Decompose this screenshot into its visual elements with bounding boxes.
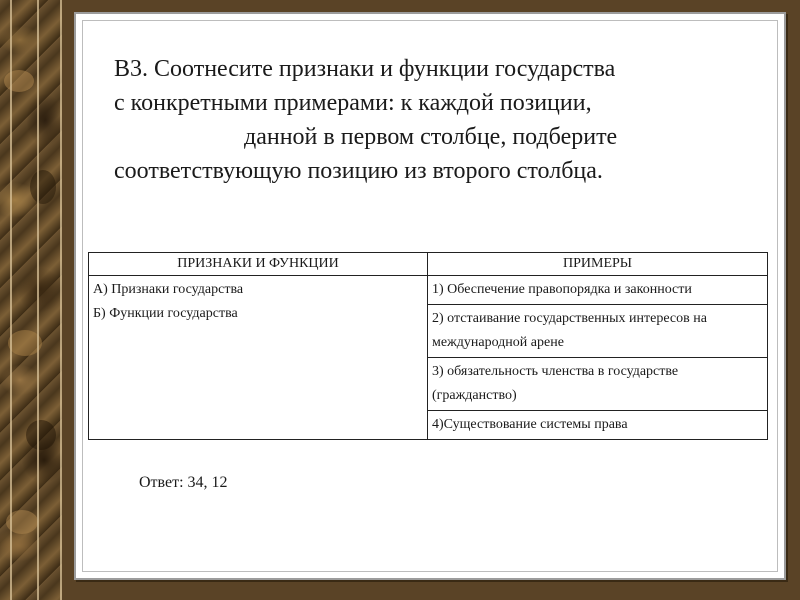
decorative-rule: [10, 0, 12, 600]
question-line: с конкретными примерами: к каждой позиции,: [114, 90, 592, 116]
slide-inner-border: [82, 20, 778, 572]
table-row: [89, 276, 768, 305]
feature-item: А) Признаки государства: [93, 282, 244, 297]
decorative-rule: [37, 0, 39, 600]
table-header-row: [89, 253, 768, 276]
features-cell: [89, 276, 428, 440]
decorative-rule: [60, 0, 62, 600]
texture-patch: [26, 420, 56, 450]
question-line: В3. Соотнесите признаки и функции государства: [114, 56, 616, 82]
texture-patch: [4, 70, 34, 92]
question-line: данной в первом столбце, подберите: [244, 124, 618, 150]
answer-text: Ответ: 34, 12: [139, 474, 228, 491]
example-cell: 3) обязательность членства в государстве (гражданство): [428, 358, 768, 411]
question-heading: [114, 52, 774, 188]
matching-table: [88, 252, 768, 440]
example-cell: 2) отстаивание государственных интересов на международной арене: [428, 305, 768, 358]
texture-patch: [30, 170, 56, 204]
column-header-features: ПРИЗНАКИ И ФУНКЦИИ: [89, 253, 428, 276]
question-line: соответствующую позицию из второго столбца.: [114, 158, 603, 184]
column-header-examples: ПРИМЕРЫ: [428, 253, 768, 276]
slide-card: [74, 12, 786, 580]
feature-item: Б) Функции государства: [93, 306, 238, 321]
example-cell: 1) Обеспечение правопорядка и законности: [428, 276, 768, 305]
example-cell: 4)Существование системы права: [428, 411, 768, 440]
